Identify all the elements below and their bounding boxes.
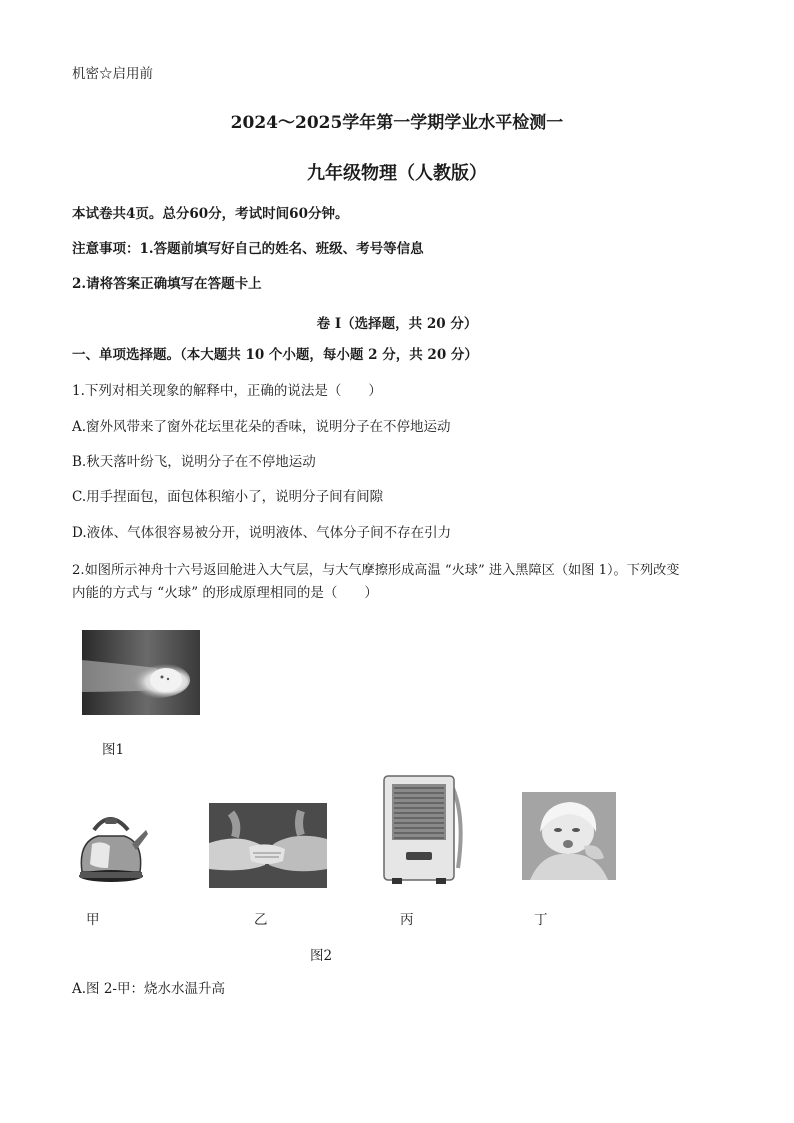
figure-2-label-yi: 乙 [254, 912, 268, 928]
figure-1-caption: 图1 [102, 742, 125, 758]
rubbing-hands-icon [209, 803, 327, 888]
exam-info-answer-card: 2.请将答案正确填写在答题卡上 [72, 276, 262, 292]
exam-info-notice: 注意事项：1.答题前填写好自己的姓名、班级、考号等信息 [72, 241, 424, 257]
section-heading: 一、单项选择题。（本大题共 10 个小题，每小题 2 分，共 20 分） [72, 347, 478, 363]
exam-subtitle: 九年级物理（人教版） [307, 163, 487, 184]
figure-2-label-jia: 甲 [86, 912, 100, 928]
question-1-option-b: B.秋天落叶纷飞，说明分子在不停地运动 [72, 454, 316, 470]
cold-person-icon [522, 792, 616, 880]
question-2-stem-line1: 2.如图所示神舟十六号返回舱进入大气层，与大气摩擦形成高温 “火球” 进入黑障区（如图 1）。下列改变 [72, 563, 680, 578]
figure-2-caption: 图2 [310, 948, 333, 964]
fireball-capsule-icon [82, 630, 200, 715]
question-1-option-c: C.用手捏面包，面包体积缩小了，说明分子间有间隙 [72, 489, 384, 505]
figure-2-label-ding: 丁 [534, 912, 548, 928]
question-2-option-a: A.图 2-甲：烧水水温升高 [72, 981, 225, 997]
volume-heading: 卷 I（选择题，共 20 分） [316, 316, 478, 332]
exam-info-pages: 本试卷共4页。总分60分，考试时间60分钟。 [72, 206, 349, 222]
question-1-option-a: A.窗外风带来了窗外花坛里花朵的香味，说明分子在不停地运动 [72, 419, 451, 435]
question-2-stem-line2: 内能的方式与 “火球” 的形成原理相同的是（ ） [72, 585, 378, 601]
confidential-mark: 机密☆启用前 [72, 66, 153, 82]
kettle-icon [72, 800, 150, 892]
question-1-stem: 1.下列对相关现象的解释中，正确的说法是（ ） [72, 383, 382, 399]
question-1-option-d: D.液体、气体很容易被分开，说明液体、气体分子间不存在引力 [72, 525, 452, 541]
heater-icon [380, 772, 466, 890]
exam-title: 2024～2025学年第一学期学业水平检测一 [230, 113, 564, 133]
figure-2-label-bing: 丙 [400, 912, 414, 928]
